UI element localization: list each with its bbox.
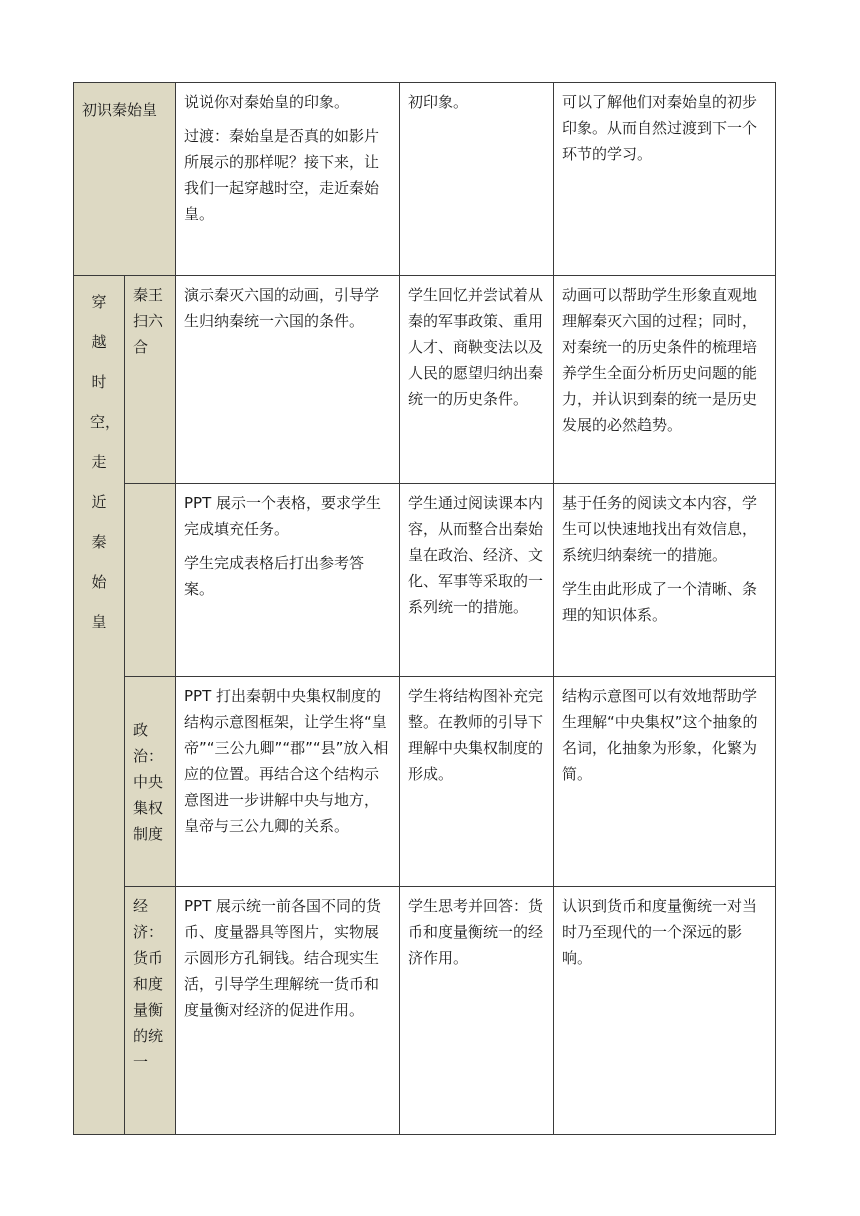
teacher-activity-cell (176, 887, 400, 1135)
paragraph: 结构示意图可以有效地帮助学生理解“中央集权”这个抽象的名词，化抽象为形象，化繁为简。 (562, 687, 758, 783)
paragraph: 认识到货币和度量衡统一对当时乃至现代的一个深远的影响。 (562, 897, 758, 967)
subtopic-cell (125, 484, 176, 677)
paragraph: PPT 展示统一前各国不同的货币、度量器具等图片，实物展示圆形方孔铜钱。结合现实生活，引导学生理解统一货币和度量衡对经济的促进作用。 (184, 897, 382, 1019)
subtopic-cell: 经济：货币和度量衡的统一 (125, 887, 176, 1135)
section-cell: 初识秦始皇 (74, 83, 176, 276)
paragraph: PPT 打出秦朝中央集权制度的结构示意图框架，让学生将“皇帝”“三公九卿”“郡”“县”放入相应的位置。再结合这个结构示意图进一步讲解中央与地方，皇帝与三公九卿的关系。 (184, 687, 389, 835)
student-activity-cell (400, 276, 554, 484)
paragraph: 说说你对秦始皇的印象。 (184, 93, 350, 111)
section-cell-vertical (74, 276, 125, 1135)
student-activity-cell (400, 484, 554, 677)
paragraph: 基于任务的阅读文本内容，学生可以快速地找出有效信息，系统归纳秦统一的措施。 (562, 494, 758, 564)
lesson-plan-table (73, 82, 776, 1135)
paragraph: 学生思考并回答：货币和度量衡统一的经济作用。 (408, 897, 544, 967)
paragraph: 学生通过阅读课本内容，从而整合出秦始皇在政治、经济、文化、军事等采取的一系列统一的措施。 (408, 494, 544, 616)
table-row (74, 276, 776, 484)
paragraph: 可以了解他们对秦始皇的初步印象。从而自然过渡到下一个环节的学习。 (562, 93, 758, 163)
student-activity-cell (400, 677, 554, 887)
table-row (74, 484, 776, 677)
paragraph: 学生完成表格后打出参考答案。 (184, 554, 365, 598)
subtopic-cell (125, 677, 176, 887)
table-row (74, 677, 776, 887)
design-intent-cell (554, 276, 776, 484)
student-activity-cell (400, 887, 554, 1135)
teacher-activity-cell (176, 83, 400, 276)
paragraph: 学生将结构图补充完整。在教师的引导下理解中央集权制度的形成。 (408, 687, 544, 783)
design-intent-cell (554, 83, 776, 276)
paragraph: PPT 展示一个表格，要求学生完成填充任务。 (184, 494, 382, 538)
table-row (74, 887, 776, 1135)
subtopic-cell: 秦王扫六合 (125, 276, 176, 484)
teacher-activity-cell (176, 484, 400, 677)
paragraph: 动画可以帮助学生形象直观地理解秦灭六国的过程；同时，对秦统一的历史条件的梳理培养学生全面分析历史问题的能力，并认识到秦的统一是历史发展的必然趋势。 (562, 286, 758, 434)
teacher-activity-cell (176, 276, 400, 484)
paragraph: 学生由此形成了一个清晰、条理的知识体系。 (562, 580, 758, 624)
section-title: 穿越时空，走近秦始皇 (90, 293, 121, 631)
table-row (74, 83, 776, 276)
student-activity-cell (400, 83, 554, 276)
design-intent-cell (554, 887, 776, 1135)
subtopic-label: 政治：中央集权制度 (133, 720, 164, 843)
paragraph: 过渡：秦始皇是否真的如影片所展示的那样呢？接下来，让我们一起穿越时空，走近秦始皇。 (184, 127, 380, 223)
paragraph: 演示秦灭六国的动画，引导学生归纳秦统一六国的条件。 (184, 286, 380, 330)
design-intent-cell (554, 484, 776, 677)
paragraph: 学生回忆并尝试着从秦的军事政策、重用人才、商鞅变法以及人民的愿望归纳出秦统一的历史条件。 (408, 286, 544, 408)
design-intent-cell (554, 677, 776, 887)
teacher-activity-cell (176, 677, 400, 887)
paragraph: 初印象。 (408, 93, 469, 111)
